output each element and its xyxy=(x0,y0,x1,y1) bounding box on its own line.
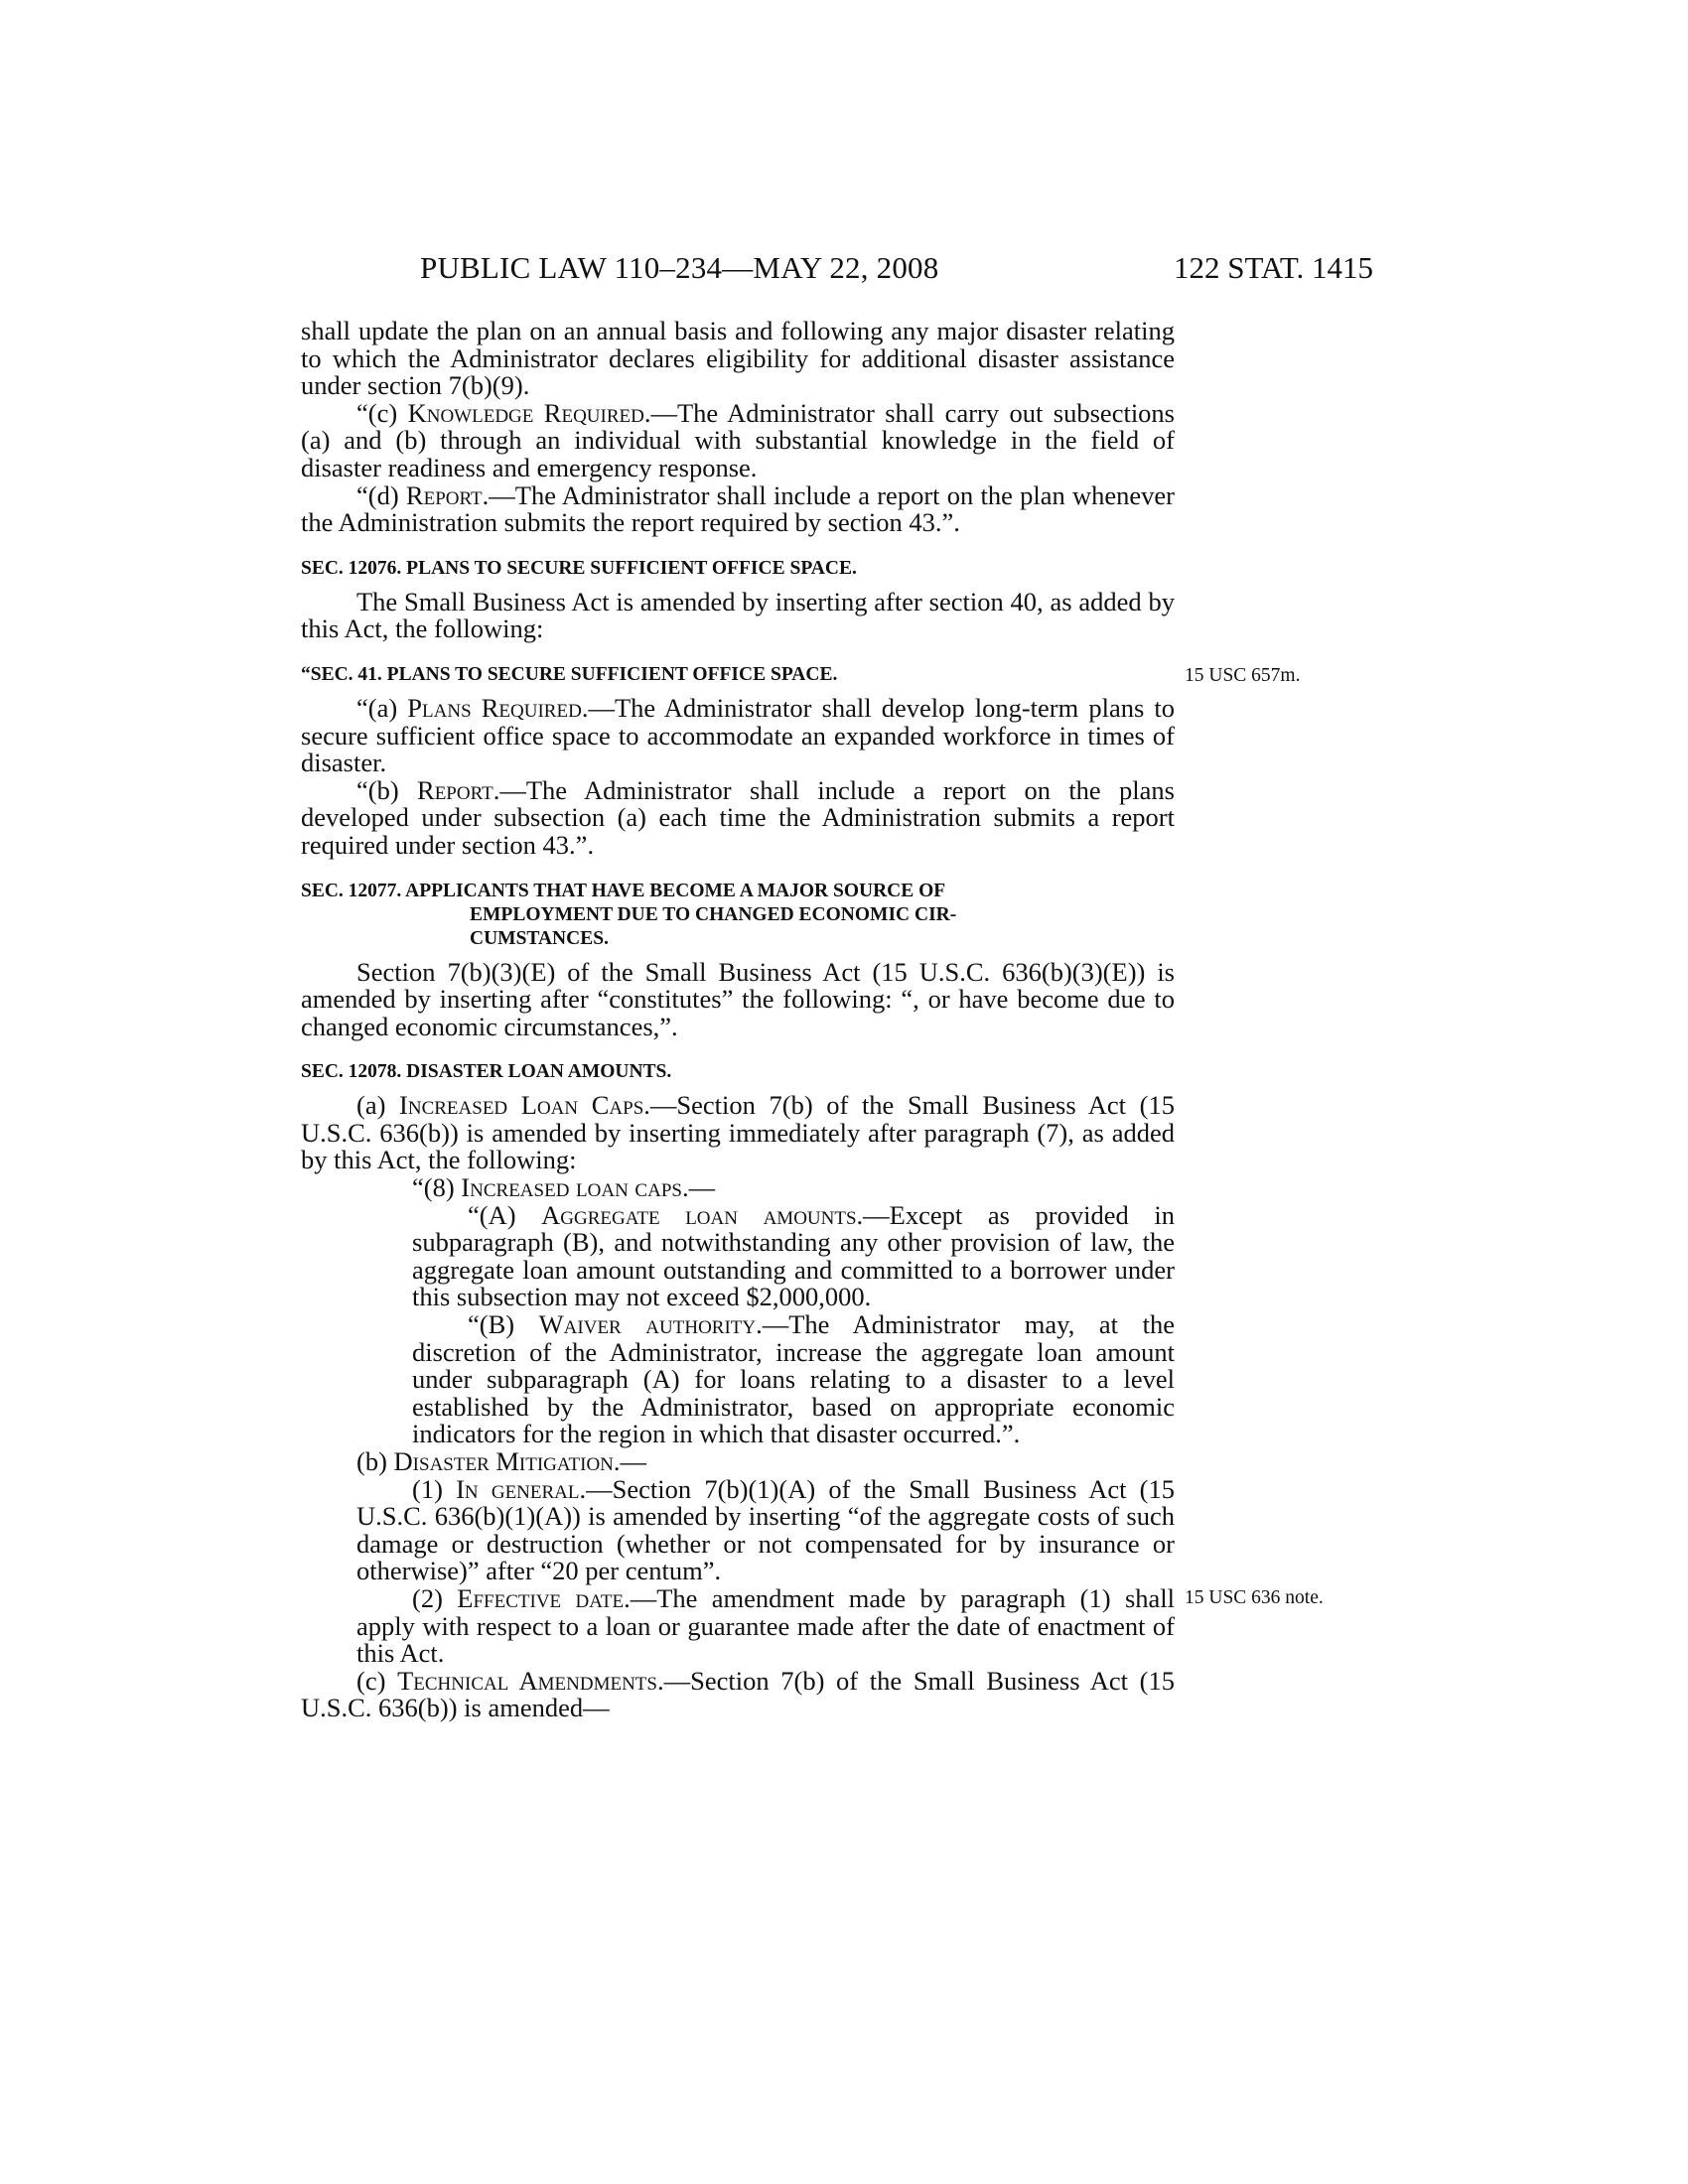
running-header xyxy=(420,250,1373,286)
paragraph-8-increased-loan-caps: “(8) Increased loan caps.— xyxy=(412,1172,716,1203)
subsection-heading: Report xyxy=(417,774,493,805)
paragraph-heading: Effective date xyxy=(457,1582,625,1613)
section-12077-text: Section 7(b)(3)(E) of the Small Business Act (15 U.S.C. 636(b)(3)(E)) is amended by inserting after “constitutes” the following: “, or have become due to changed economic circumstances,”. xyxy=(301,956,1175,1041)
section-heading-41: “SEC. 41. PLANS TO SECURE SUFFICIENT OFFICE SPACE. xyxy=(301,663,838,685)
subsection-heading: Knowledge Required xyxy=(407,397,644,428)
subsection-heading: Increased Loan Caps xyxy=(399,1090,644,1121)
section-heading-12077: SEC. 12077. APPLICANTS THAT HAVE BECOME A MAJOR SOURCE OF EMPLOYMENT DUE TO CHANGED ECONOMIC CIR- CUMSTANCES. xyxy=(301,880,957,949)
subsection-c-technical-amendments: (c) Technical Amendments.—Section 7(b) of the Small Business Act (15 U.S.C. 636(b)) is amended— xyxy=(301,1665,1175,1723)
subsection-b-report: “(b) Report.—The Administrator shall include a report on the plans developed under subsection (a) each time the Administration submits a report required under section 43.”. xyxy=(301,774,1175,860)
paragraph-2-row xyxy=(301,1582,1324,1669)
section-heading-12078: SEC. 12078. DISASTER LOAN AMOUNTS. xyxy=(301,1061,672,1083)
paragraph-2-effective-date: (2) Effective date.—The amendment made by paragraph (1) shall apply with respect to a loan or guarantee made after the date of enactment of this Act. xyxy=(356,1582,1175,1669)
subparagraph-heading: Aggregate loan amounts xyxy=(541,1199,857,1230)
section-12076-text: The Small Business Act is amended by inserting after section 40, as added by this Act, the following: xyxy=(301,586,1175,644)
subsection-heading: Plans Required xyxy=(407,692,582,723)
subsection-d-report: “(d) Report.—The Administrator shall include a report on the plan whenever the Administration submits the report required by section 43.”. xyxy=(301,479,1175,538)
paragraph-1-in-general: (1) In general.—Section 7(b)(1)(A) of the Small Business Act (15 U.S.C. 636(b)(1)(A)) is amended by inserting “of the aggregate costs of such damage or destruction (whether or not compensated for by insurance or otherwise)” after “20 per centum”. xyxy=(356,1473,1175,1586)
header-title: PUBLIC LAW 110–234—MAY 22, 2008 xyxy=(420,250,939,285)
margin-note-657m: 15 USC 657m. xyxy=(1185,664,1301,686)
section-41-heading-row xyxy=(301,663,1301,687)
subparagraph-heading: Waiver authority xyxy=(538,1309,757,1340)
paragraph-heading: Increased loan caps xyxy=(461,1172,682,1203)
subsection-b-disaster-mitigation: (b) Disaster Mitigation.— xyxy=(356,1446,647,1476)
paragraph-heading: In general xyxy=(456,1473,580,1504)
subsection-a-plans-required: “(a) Plans Required.—The Administrator shall develop long-term plans to secure sufficient office space to accommodate an expanded workforce in times of disaster. xyxy=(301,692,1175,778)
paragraph-continuation: shall update the plan on an annual basis and following any major disaster relating to which the Administrator declares eligibility for additional disaster assistance under section 7(b)(9). xyxy=(301,316,1175,401)
subsection-heading: Disaster Mitigation xyxy=(393,1446,614,1476)
section-heading-12076: SEC. 12076. PLANS TO SECURE SUFFICIENT OFFICE SPACE. xyxy=(301,557,857,579)
subsection-a-increased-loan-caps: (a) Increased Loan Caps.—Section 7(b) of the Small Business Act (15 U.S.C. 636(b)) is amended by inserting immediately after paragraph (7), as added by this Act, the following: xyxy=(301,1090,1175,1175)
header-stat-page: 122 STAT. 1415 xyxy=(1173,250,1373,285)
subsection-heading: Report xyxy=(405,479,483,510)
subparagraph-A-aggregate-loan-amounts: “(A) Aggregate loan amounts.—Except as provided in subparagraph (B), and notwithstanding any other provision of law, the aggregate loan amount outstanding and committed to a borrower under this subsection may not exceed $2,000,000. xyxy=(412,1199,1175,1312)
margin-note-636-note: 15 USC 636 note. xyxy=(1185,1586,1324,1608)
document-body xyxy=(301,316,1324,1723)
subparagraph-B-waiver-authority: “(B) Waiver authority.—The Administrator may, at the discretion of the Administrator, increase the aggregate loan amount under subparagraph (A) for loans relating to a disaster to a level established by the Administrator, based on appropriate economic indicators for the region in which that disaster occurred.”. xyxy=(412,1309,1175,1449)
subsection-c-knowledge-required: “(c) Knowledge Required.—The Administrator shall carry out subsections (a) and (b) through an individual with substantial knowledge in the field of disaster readiness and emergency response. xyxy=(301,397,1175,482)
subsection-heading: Technical Amendments xyxy=(397,1665,657,1696)
